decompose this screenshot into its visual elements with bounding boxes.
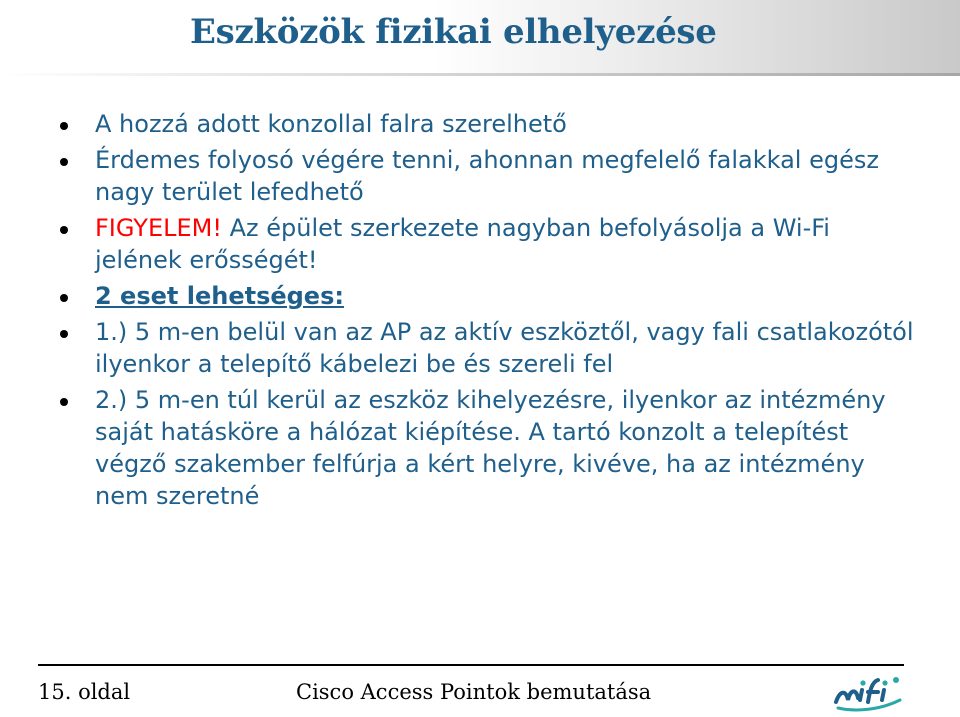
bullet-text: A hozzá adott konzollal falra szerelhető: [95, 110, 567, 138]
bullet-dot-icon: [60, 398, 68, 406]
bullet-text: 1.) 5 m-en belül van az AP az aktív eszköztől, vagy fali csatlakozótól ilyenkor a telepítő kábelezi be és szereli fel: [95, 318, 914, 378]
bullet-text: 2.) 5 m-en túl kerül az eszköz kihelyezésre, ilyenkor az intézmény saját hatásköre a hálózat kiépítése. A tartó konzolt a telepítést végző szakember felfúrja a kért helyre, kivéve, ha az intézmény nem szeretné: [95, 386, 886, 510]
bullet-heading: 2 eset lehetséges:: [95, 282, 344, 310]
bullet-dot-icon: [60, 294, 68, 302]
footer-title: Cisco Access Pointok bemutatása: [296, 680, 652, 704]
bullet-item-6: [58, 384, 918, 512]
nifi-logo-icon: [832, 672, 904, 712]
bullet-text: Az épület szerkezete nagyban befolyásolja a Wi-Fi jelének erősségét!: [95, 214, 830, 274]
title-divider: [0, 73, 960, 76]
bullet-item-5: [58, 316, 918, 380]
bullet-list: [58, 108, 918, 516]
slide-title: Eszközök fizikai elhelyezése: [190, 12, 717, 52]
bullet-item-3: [58, 212, 918, 276]
title-bar: [0, 0, 960, 76]
bullet-dot-icon: [60, 226, 68, 234]
bullet-item-2: [58, 144, 918, 208]
bullet-dot-icon: [60, 158, 68, 166]
footer-page-number: 15. oldal: [38, 680, 131, 704]
bullet-dot-icon: [60, 122, 68, 130]
bullet-dot-icon: [60, 330, 68, 338]
footer-divider: [38, 664, 904, 666]
bullet-item-1: [58, 108, 918, 140]
warning-label: FIGYELEM!: [95, 214, 222, 242]
bullet-text: Érdemes folyosó végére tenni, ahonnan megfelelő falakkal egész nagy terület lefedhető: [95, 146, 879, 206]
bullet-item-4: [58, 280, 918, 312]
